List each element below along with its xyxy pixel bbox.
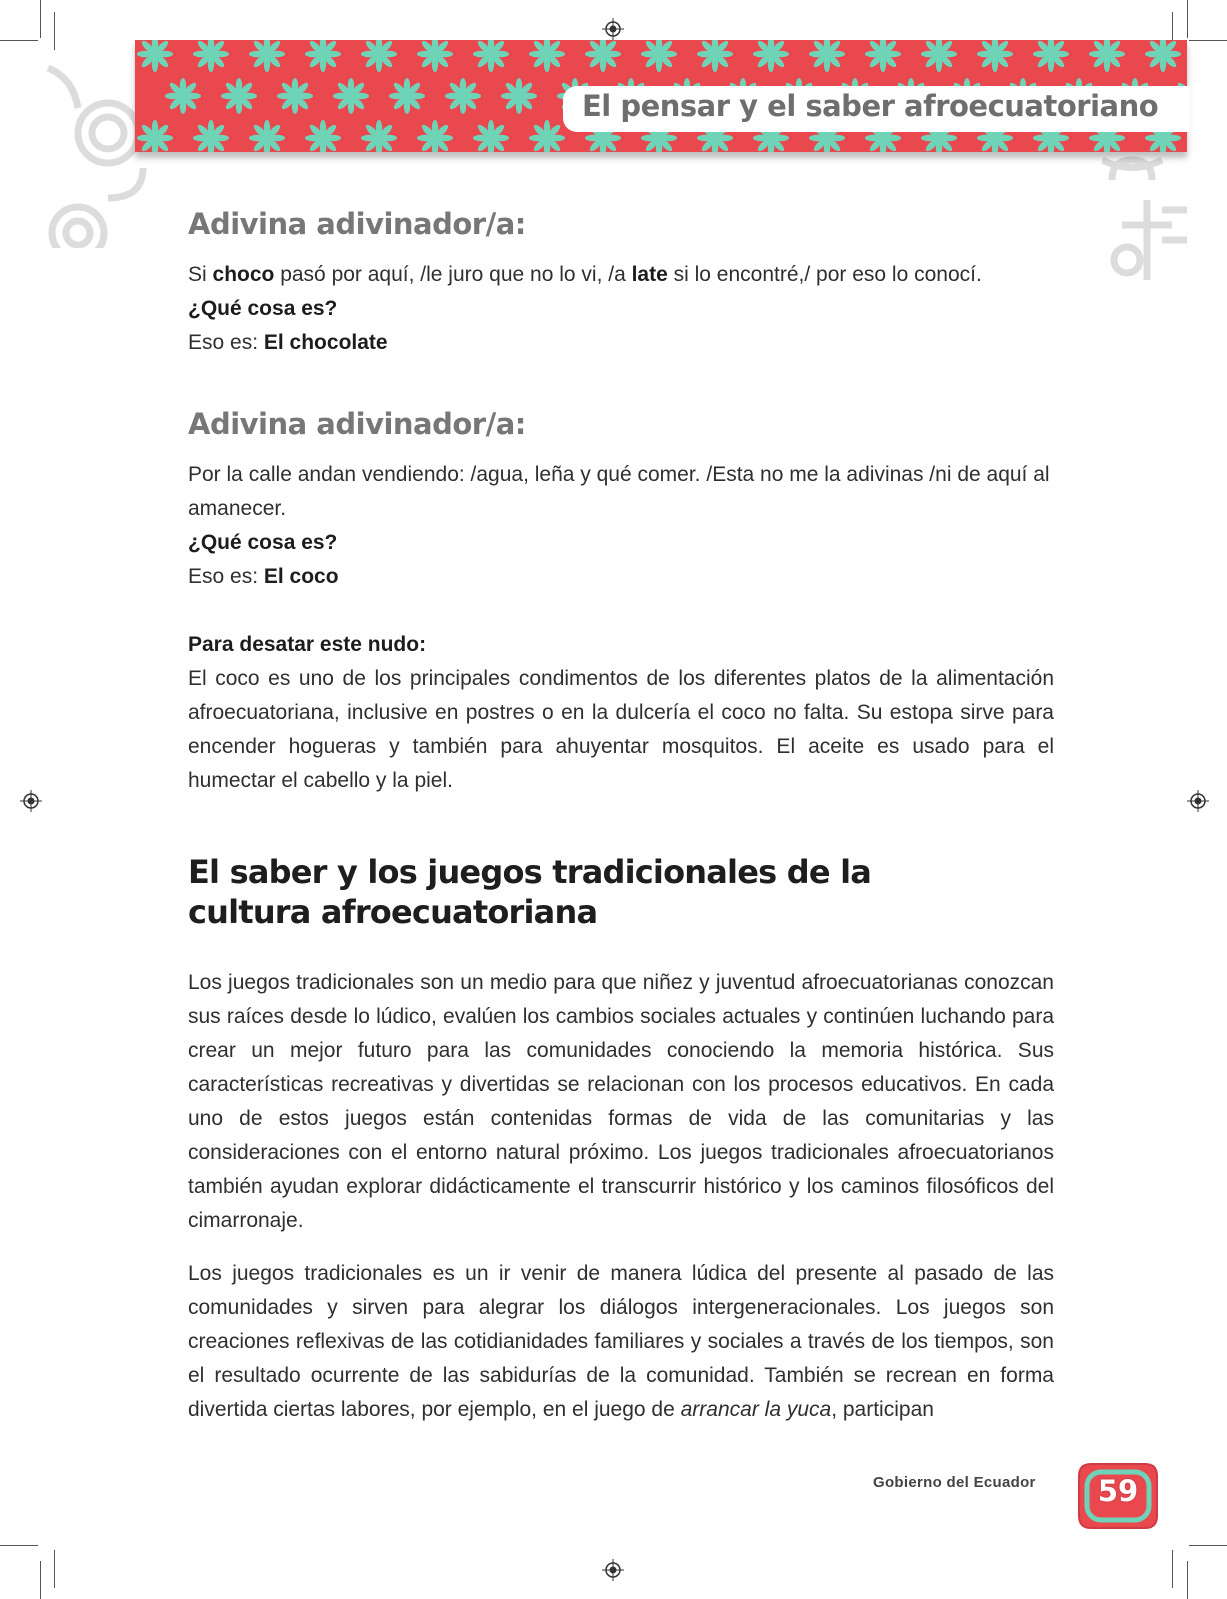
nudo-text: El coco es uno de los principales condimentos de los diferentes platos de la alimentación afroecuatoriana, inclusive en postres o en la dulcería el coco no falta. Su estopa sirve para encender hogueras y también para ahuyentar mosquitos. El aceite es usado para el humectar el cabello y la piel. (188, 667, 1054, 792)
riddle-question: ¿Qué cosa es? (188, 531, 338, 554)
riddle-answer-prefix: Eso es: (188, 565, 264, 588)
riddle-text-part: pasó por aquí, /le juro que no lo vi, /a (274, 263, 632, 286)
spiral-ornament-icon (38, 48, 148, 248)
riddle-answer: El chocolate (263, 331, 388, 354)
section-paragraph (188, 1257, 1054, 1427)
riddle-answer: El coco (263, 565, 339, 588)
riddle-text (188, 458, 1058, 594)
paragraph-text: Los juegos tradicionales es un ir venir de manera lúdica del presente al pasado de las comunidades y sirven para alegrar los diálogos intergeneracionales. Los juegos son creaciones reflexivas de las cotidianidades familiares y sociales a través de los tiempos, son el resultado ocurrente de las sabidurías de la comunidad. También se recrean en forma divertida ciertas labores, por ejemplo, en el juego de (188, 1262, 1054, 1421)
crop-mark (54, 1550, 55, 1588)
registration-mark-icon (20, 790, 42, 812)
crop-mark (0, 40, 38, 41)
crop-mark (40, 1561, 41, 1599)
crop-mark (1187, 1561, 1188, 1599)
registration-mark-icon (602, 1559, 624, 1581)
page-number: 59 (1097, 1474, 1139, 1508)
riddle-answer-prefix: Eso es: (188, 331, 264, 354)
riddle-heading: Adivina adivinador/a: (188, 207, 526, 241)
section-heading: El saber y los juegos tradicionales de la cultura afroecuatoriana (188, 853, 872, 931)
crop-mark (1189, 1545, 1227, 1546)
crop-mark (1189, 40, 1227, 41)
riddle-keyword: choco (212, 263, 275, 286)
crop-mark (0, 1545, 38, 1546)
riddle-text-part: si lo encontré,/ por eso lo conocí. (667, 263, 982, 286)
fret-ornament-icon (1102, 150, 1192, 300)
game-name: arrancar la yuca (680, 1398, 832, 1421)
section-paragraph: Los juegos tradicionales son un medio para que niñez y juventud afroecuatorianas conozcan sus raíces desde lo lúdico, evalúen los cambios sociales actuales y continúen luchando para crear un mejor futuro para las comunidades conociendo la memoria histórica. Sus características recreativas y divertidas se relacionan con los procesos educativos. En cada uno de estos juegos están contenidas formas de vida de las comunitarias y las consideraciones con el entorno natural próximo. Los juegos tradicionales afroecuatorianos también ayudan explorar didácticamente el transcurrir histórico y los caminos filosóficos del cimarronaje. (188, 971, 1054, 1232)
riddle-text-part: Por la calle andan vendiendo: /agua, leña y qué comer. /Esta no me la adivinas /ni de aquí al amanecer. (188, 463, 1050, 520)
crop-mark (40, 0, 41, 38)
nudo-block (188, 628, 1054, 798)
footer-organization: Gobierno del Ecuador (873, 1474, 1036, 1491)
riddle-text-part: Si (188, 263, 213, 286)
registration-mark-icon (602, 18, 624, 40)
page-header-title: El pensar y el saber afroecuatoriano (582, 89, 1159, 123)
registration-mark-icon (1187, 790, 1209, 812)
riddle-heading: Adivina adivinador/a: (188, 407, 526, 441)
riddle-text (188, 258, 1054, 360)
paragraph-text: , participan (831, 1398, 934, 1421)
riddle-question: ¿Qué cosa es? (188, 297, 338, 320)
nudo-title: Para desatar este nudo: (188, 633, 427, 656)
crop-mark (1172, 1550, 1173, 1588)
riddle-keyword: late (631, 263, 668, 286)
crop-mark (1187, 0, 1188, 38)
crop-mark (54, 12, 55, 50)
